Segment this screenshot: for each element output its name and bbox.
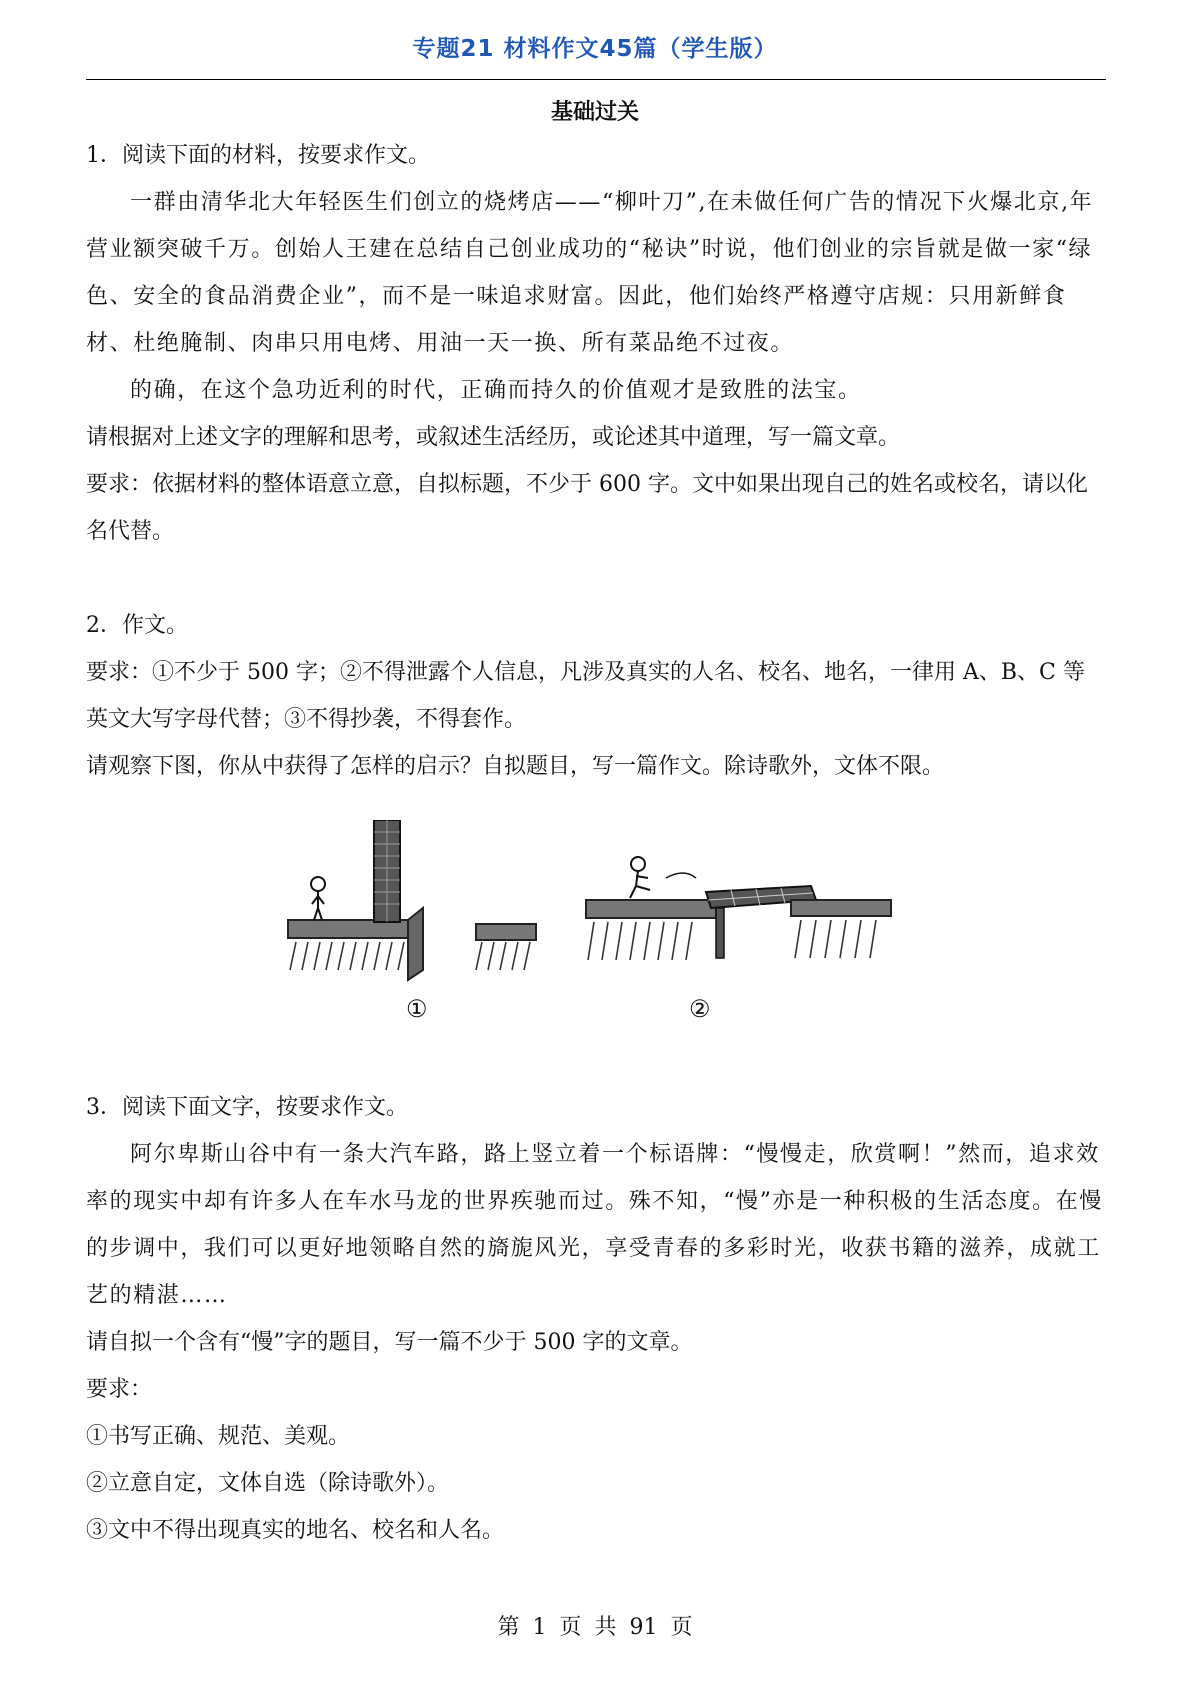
q2-prompt: 请观察下图，你从中获得了怎样的启示？自拟题目，写一篇作文。除诗歌外，文体不限。 — [86, 754, 945, 779]
page-number-footer: 第 1 页 共 91 页 — [497, 1615, 693, 1640]
q3-requirement-label: 要求： — [86, 1377, 153, 1402]
page-header-title: 专题21 材料作文45篇（学生版） — [412, 36, 778, 62]
figure-label-2: ② — [689, 995, 711, 1023]
q2-requirement: 要求：①不少于 500 字；②不得泄露个人信息，凡涉及真实的人名、校名、地名，一律用 A、B、C 等英文大写字母代替；③不得抄袭，不得套作。 — [86, 660, 1085, 732]
header-divider — [86, 79, 1106, 80]
panel-1-right-block — [476, 924, 536, 970]
cartoon-illustration — [286, 820, 906, 990]
q2-heading: 2．作文。 — [86, 613, 188, 638]
q3-requirement-item-1: ①书写正确、规范、美观。 — [86, 1424, 351, 1449]
panel-2-drawing — [586, 857, 891, 960]
document-body — [86, 132, 1106, 1554]
q1-prompt: 请根据对上述文字的理解和思考，或叙述生活经历，或论述其中道理，写一篇文章。 — [86, 425, 901, 450]
q3-requirement-item-2: ②立意自定，文体自选（除诗歌外）。 — [86, 1471, 450, 1496]
q3-heading: 3．阅读下面文字，按要求作文。 — [86, 1095, 408, 1120]
q2-figure — [86, 790, 1106, 1080]
q1-material-paragraph-2: 的确，在这个急功近利的时代，正确而持久的价值观才是致胜的法宝。 — [130, 378, 862, 403]
panel-1-drawing — [288, 820, 423, 980]
q3-requirement-item-3: ③文中不得出现真实的地名、校名和人名。 — [86, 1518, 505, 1543]
spacer — [86, 555, 1106, 602]
q3-prompt: 请自拟一个含有“慢”字的题目，写一篇不少于 500 字的文章。 — [86, 1330, 693, 1355]
figure-label-1: ① — [406, 995, 428, 1023]
q1-material-paragraph-1: 一群由清华北大年轻医生们创立的烧烤店——“柳叶刀”,在未做任何广告的情况下火爆北京,年营业额突破千万。创始人王建在总结自己创业成功的“秘诀”时说，他们创业的宗旨就是做一家“绿色、安全的食品消费企业”，而不是一味追求财富。因此，他们始终严格遵守店规：只用新鲜食材、杜绝腌制、肉串只用电烤、用油一天一换、所有菜品绝不过夜。 — [86, 190, 1094, 356]
section-title: 基础过关 — [550, 100, 639, 125]
q3-material: 阿尔卑斯山谷中有一条大汽车路，路上竖立着一个标语牌：“慢慢走，欣赏啊！”然而，追求效率的现实中却有许多人在车水马龙的世界疾驰而过。殊不知，“慢”亦是一种积极的生活态度。在慢的步调中，我们可以更好地领略自然的旖旎风光，享受青春的多彩时光，收获书籍的滋养，成就工艺的精湛…… — [86, 1142, 1103, 1308]
q1-requirement: 要求：依据材料的整体语意立意，自拟标题，不少于 600 字。文中如果出现自己的姓名或校名，请以化名代替。 — [86, 472, 1088, 544]
q1-heading: 1．阅读下面的材料，按要求作文。 — [86, 143, 430, 168]
